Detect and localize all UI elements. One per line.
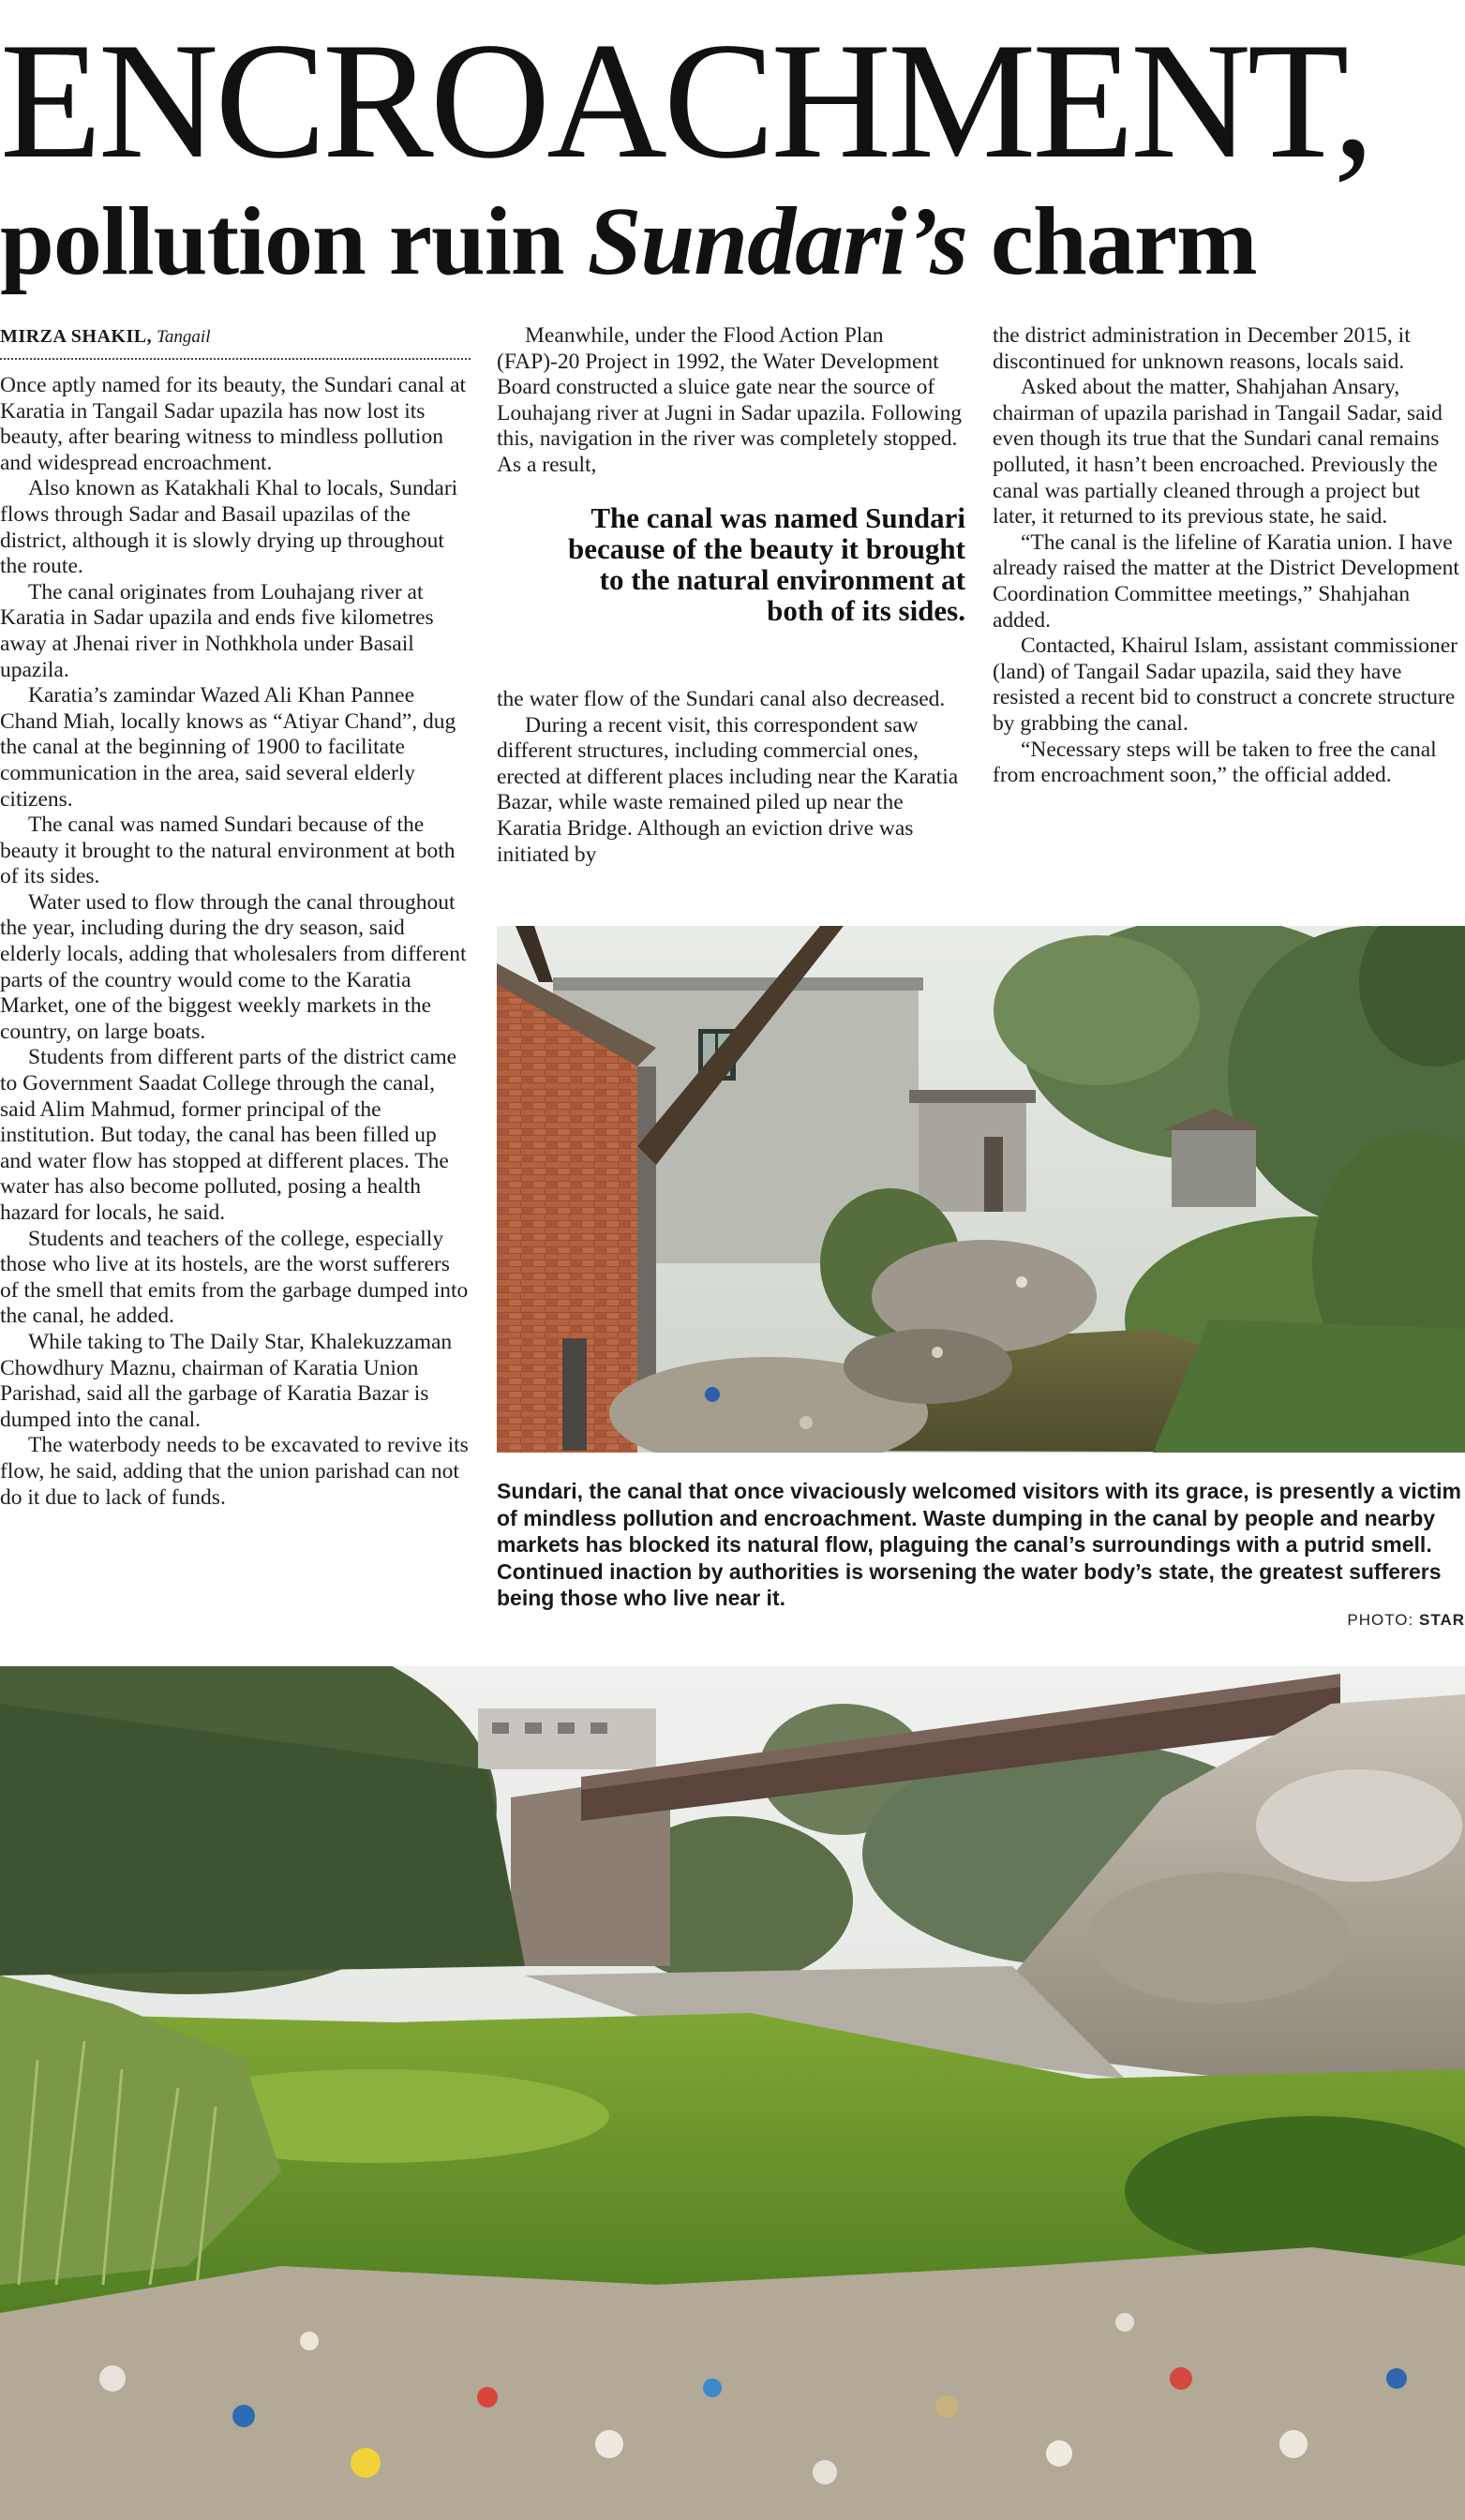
byline xyxy=(0,325,469,349)
article-column-3 xyxy=(993,323,1465,789)
canal-bridge-photo xyxy=(0,1666,1465,2520)
canal-houses-photo xyxy=(497,926,1465,1453)
byline-divider xyxy=(0,358,471,360)
article-column-2-bottom xyxy=(497,687,965,868)
paragraph: “Necessary steps will be taken to free the canal from encroachment soon,” the official added. xyxy=(993,737,1437,788)
headline-italic-part: Sundari’s xyxy=(587,187,967,295)
paragraph: the district administration in December 2015, it discontinued for unknown reasons, locals said. xyxy=(993,323,1411,374)
headline-part: pollution ruin xyxy=(0,187,588,295)
paragraph: While taking to The Daily Star, Khalekuzzaman Chowdhury Maznu, chairman of Karatia Union Parishad, said all the garbage of Karatia Bazar is dumped into the canal. xyxy=(0,1329,453,1432)
headline-part: charm xyxy=(966,187,1257,295)
paragraph: “The canal is the lifeline of Karatia union. I have already raised the matter at the District Development Coordination Committee meetings,” Shahjahan added. xyxy=(993,529,1459,633)
paragraph: the water flow of the Sundari canal also decreased. xyxy=(497,687,946,711)
byline-place: Tangail xyxy=(157,327,211,347)
paragraph: Students and teachers of the college, especially those who live at its hostels, are the worst sufferers of the smell that emits from the garbage dumped into the canal, he added. xyxy=(0,1226,469,1329)
paragraph: The waterbody needs to be excavated to revive its flow, he said, adding that the union parishad can not do it due to lack of funds. xyxy=(0,1433,469,1510)
paragraph: Contacted, Khairul Islam, assistant commissioner (land) of Tangail Sadar upazila, said they have resisted a recent bid to construct a concrete structure by grabbing the canal. xyxy=(993,634,1458,736)
paragraph: Meanwhile, under the Flood Action Plan (FAP)-20 Project in 1992, the Water Development Board constructed a sluice gate near the source of Louhajang river at Jugni in Sadar upazila. Following this, navigation in the river was completely stopped. As a result, xyxy=(497,323,963,477)
paragraph: Once aptly named for its beauty, the Sundari canal at Karatia in Tangail Sadar upazila has now lost its beauty, after bearing witness to mindless pollution and widespread encroachment. xyxy=(0,373,467,475)
headline-line-1: ENCROACHMENT, xyxy=(0,7,1371,193)
paragraph: Water used to flow through the canal throughout the year, including during the dry season, said elderly locals, adding that wholesalers from different parts of the country would come to the Karatia Market, one of the biggest weekly markets in the country, on large boats. xyxy=(0,889,467,1044)
byline-name: MIRZA SHAKIL, xyxy=(0,326,153,347)
paragraph: Also known as Katakhali Khal to locals, Sundari flows through Sadar and Basail upazilas of the district, although it is slowly drying up throughout the route. xyxy=(0,476,458,579)
photo-caption: Sundari, the canal that once vivaciously welcomed visitors with its grace, is presently a victim of mindless pollution and encroachment. Waste dumping in the canal by people and nearby markets has blocked its natural flow, plaguing the canal’s surroundings with a putrid smell. Continued inaction by authorities is worsening the water body’s state, the greatest sufferers being those who live near it. xyxy=(497,1479,1461,1610)
photo-credit-label: PHOTO: xyxy=(1347,1611,1419,1629)
paragraph: Asked about the matter, Shahjahan Ansary, chairman of upazila parishad in Tangail Sadar, said even though its true that the Sundari canal remains polluted, it hasn’t been encroached. Previously the canal was partially cleaned through a project but later, it returned to its previous state, he said. xyxy=(993,375,1443,529)
article-column-1 xyxy=(0,373,471,1511)
paragraph: During a recent visit, this correspondent saw different structures, including commercial ones, erected at different places including near the Karatia Bazar, while waste remained piled up near the Karatia Bridge. Although an eviction drive was initiated by xyxy=(497,712,959,867)
paragraph: The canal was named Sundari because of the beauty it brought to the natural environment at both of its sides. xyxy=(0,813,456,889)
photo-credit xyxy=(1293,1611,1465,1630)
paragraph: Karatia’s zamindar Wazed Ali Khan Pannee Chand Miah, locally knows as “Atiyar Chand”, dug the canal at the beginning of 1900 to facilitate communication in the area, said several elderly citizens. xyxy=(0,683,456,812)
paragraph: Students from different parts of the district came to Government Saadat College through the canal, said Alim Mahmud, former principal of the institution. But today, the canal has been filled up and water flow has stopped at different places. The water has also become polluted, posing a health hazard for locals, he said. xyxy=(0,1045,457,1225)
paragraph: The canal originates from Louhajang river at Karatia in Sadar upazila and ends five kilometres away at Jhenai river in Nothkhola under Basail upazila. xyxy=(0,579,434,682)
photo-credit-source: STAR xyxy=(1418,1611,1465,1629)
pull-quote: The canal was named Sundari because of the beauty it brought to the natural environment at both of its sides. xyxy=(568,501,965,627)
headline-line-2 xyxy=(0,186,1465,298)
article-column-2-top xyxy=(497,323,965,479)
